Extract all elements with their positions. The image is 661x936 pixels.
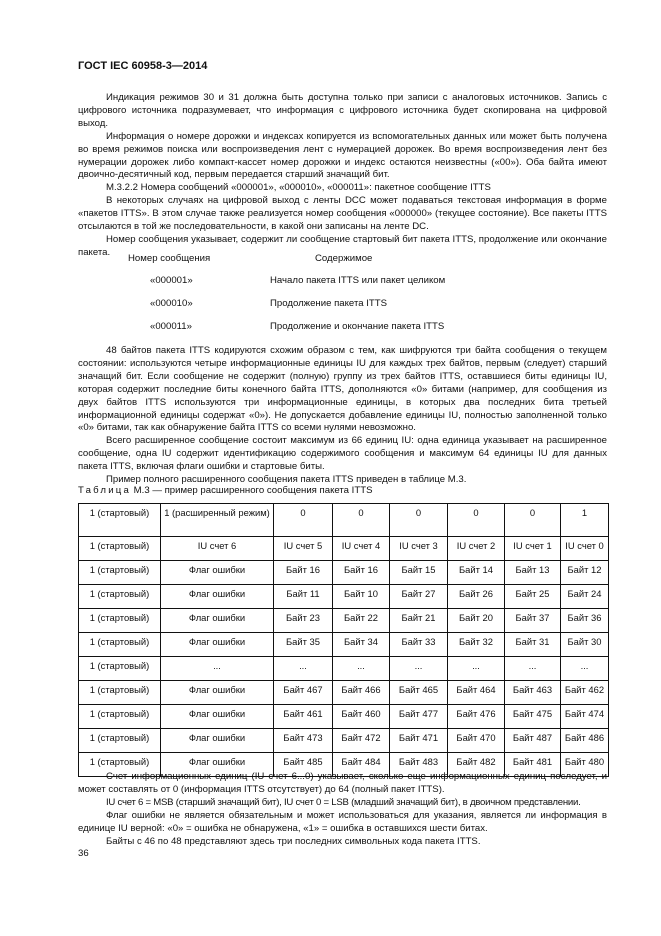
table-cell: Байт 482 <box>448 753 505 777</box>
table-cell: Байт 462 <box>561 681 609 705</box>
table-cell: Байт 465 <box>390 681 448 705</box>
itts-message-table <box>78 503 609 777</box>
table-cell: Байт 484 <box>333 753 390 777</box>
table-cell: 1 <box>561 504 609 537</box>
table-cell: IU счет 1 <box>505 537 561 561</box>
paragraph: Счет информационных единиц (IU счет 6...0) указывает, сколько еще информационных единиц последует, и может составлять от 0 (информация ITTS отсутствует) до 64 (полный пакет ITTS). <box>78 771 607 795</box>
table-cell: Байт 21 <box>390 609 448 633</box>
table-cell: Байт 464 <box>448 681 505 705</box>
table-cell: Байт 37 <box>505 609 561 633</box>
table-cell: Флаг ошибки <box>161 705 274 729</box>
table-cell: 0 <box>505 504 561 537</box>
table-row <box>79 537 609 561</box>
table-cell: Флаг ошибки <box>161 585 274 609</box>
table-row <box>79 585 609 609</box>
table-cell: Флаг ошибки <box>161 561 274 585</box>
list-item <box>78 275 607 288</box>
paragraph: Флаг ошибки не является обязательным и может использоваться для указания, является ли информация в единице IU верной: «0» = ошибка не обнаружена, «1» = ошибка в оставшихся шести битах. <box>78 809 607 834</box>
paragraph: Всего расширенное сообщение состоит максимум из 66 единиц IU: одна единица указывает на расширенное сообщение, одна IU содержит идентификацию содержимого сообщения и максимум 64 единицы IU для данных пакета ITTS, включая флаги ошибки и стартовые биты. <box>78 435 607 473</box>
table-cell: Байт 473 <box>274 729 333 753</box>
section-heading: М.3.2.2 Номера сообщений «000001», «000010», «000011»: пакетное сообщение ITTS <box>106 182 491 194</box>
table-cell: 0 <box>448 504 505 537</box>
table-row <box>79 657 609 681</box>
list-item <box>78 321 607 334</box>
table-cell: 0 <box>390 504 448 537</box>
list-item <box>78 298 607 311</box>
table-cell: 1 (стартовый) <box>79 753 161 777</box>
table-cell: Флаг ошибки <box>161 729 274 753</box>
table-cell: Байт 483 <box>390 753 448 777</box>
paragraph: Байты с 46 по 48 представляют здесь три последних символьных кода пакета ITTS. <box>106 835 481 847</box>
table-cell: Байт 467 <box>274 681 333 705</box>
table-cell: Байт 486 <box>561 729 609 753</box>
table-cell: Байт 34 <box>333 633 390 657</box>
column-header: Номер сообщения <box>128 253 211 264</box>
column-header: Содержимое <box>315 253 373 264</box>
paragraph: В некоторых случаях на цифровой выход с ленты DCC может подаваться текстовая информация в форме «пакетов ITTS». В этом случае также реализуется номер сообщения «000000» (текущее состояние). Все пакеты ITTS отсылаются в той же последовательности, в какой они записаны на ленте DC. <box>78 195 607 233</box>
paragraph: Пример полного расширенного сообщения пакета ITTS приведен в таблице М.3. <box>106 474 467 486</box>
table-cell: Байт 475 <box>505 705 561 729</box>
table-cell: Байт 14 <box>448 561 505 585</box>
table-cell: Байт 461 <box>274 705 333 729</box>
table-cell: Байт 460 <box>333 705 390 729</box>
table-cell: ... <box>274 657 333 681</box>
table-cell: 0 <box>333 504 390 537</box>
table-cell: 1 (стартовый) <box>79 609 161 633</box>
paragraph: Индикация режимов 30 и 31 должна быть доступна только при записи с аналоговых источников. Запись с цифрового источника подразумевает, что информация с цифрового источника будет скопирована на цифровой выход. <box>78 92 607 129</box>
table-cell: Байт 13 <box>505 561 561 585</box>
paragraph: Информация о номере дорожки и индексах копируется из вспомогательных данных или может быть получена во время режимов поиска или воспроизведения лент с нумерацией дорожек. Во время воспроизведения лент без нумерации дорожек либо компакт-кассет номер дорожки и индекс остаются неизвестны («00»). Оба байта имеют двоично-десятичный код, первым передается старший значащий бит. <box>78 130 607 181</box>
table-cell: IU счет 2 <box>448 537 505 561</box>
table-cell: 1 (стартовый) <box>79 729 161 753</box>
table-cell: Флаг ошибки <box>161 609 274 633</box>
table-cell: Байт 15 <box>390 561 448 585</box>
document-header: ГОСТ IEC 60958-3—2014 <box>78 60 208 72</box>
table-cell: Байт 26 <box>448 585 505 609</box>
caption-label: Таблица <box>78 485 132 496</box>
table-cell: Байт 35 <box>274 633 333 657</box>
message-number: «000010» <box>150 298 193 309</box>
table-cell: Байт 36 <box>561 609 609 633</box>
table-row <box>79 633 609 657</box>
table-cell: Байт 22 <box>333 609 390 633</box>
table-cell: Байт 33 <box>390 633 448 657</box>
table-cell: 1 (стартовый) <box>79 657 161 681</box>
table-cell: 1 (стартовый) <box>79 633 161 657</box>
table-cell: Байт 471 <box>390 729 448 753</box>
message-number: «000011» <box>150 321 192 332</box>
table-row <box>79 681 609 705</box>
table-cell: Байт 481 <box>505 753 561 777</box>
table-cell: 1 (стартовый) <box>79 561 161 585</box>
table-cell: Байт 16 <box>333 561 390 585</box>
table-cell: Байт 20 <box>448 609 505 633</box>
table-cell: 1 (стартовый) <box>79 537 161 561</box>
table-cell: Флаг ошибки <box>161 633 274 657</box>
table-cell: 1 (стартовый) <box>79 585 161 609</box>
message-content: Продолжение и окончание пакета ITTS <box>270 321 445 332</box>
table-cell: 1 (стартовый) <box>79 504 161 537</box>
table-cell: 0 <box>274 504 333 537</box>
message-content: Продолжение пакета ITTS <box>270 298 388 309</box>
table-row <box>79 504 609 537</box>
table-cell: Байт 31 <box>505 633 561 657</box>
table-cell: Байт 480 <box>561 753 609 777</box>
table-cell: IU счет 6 <box>161 537 274 561</box>
table-cell: Байт 25 <box>505 585 561 609</box>
paragraph: 48 байтов пакета ITTS кодируются схожим образом с тем, как шифруются три байта сообщения о текущем состоянии: используются четыре информационные единицы IU для каждых трех байтов, первым (следует) старший значащий бит. Если сообщение не содержит (полную) группу из трех байтов ITTS, оставшиеся биты единицы IU, которая содержит последние биты конечного байта ITTS, дополняются «0» битами (например, для сообщения из двух байтов ITTS используются три информационные единицы, в которых два последних бита третьей информационной единицы содержат «0»). Не допускается добавление единицы IU, полностью заполненной только «0» битами, так как обнаружение байта ITTS со всеми нулями невозможно. <box>78 345 607 434</box>
text-block-mid <box>78 345 607 487</box>
table-cell: ... <box>161 657 274 681</box>
table-cell: Байт 470 <box>448 729 505 753</box>
table-cell: Байт 27 <box>390 585 448 609</box>
table-cell: Байт 472 <box>333 729 390 753</box>
table-cell: IU счет 4 <box>333 537 390 561</box>
table-cell: ... <box>505 657 561 681</box>
table-cell: IU счет 0 <box>561 537 609 561</box>
table-cell: Байт 477 <box>390 705 448 729</box>
table-cell: Байт 466 <box>333 681 390 705</box>
table-cell: ... <box>561 657 609 681</box>
message-content: Начало пакета ITTS или пакет целиком <box>270 275 446 286</box>
text-block-bottom <box>78 771 607 848</box>
paragraph: Номер сообщения указывает, содержит ли сообщение стартовый бит пакета ITTS, продолжение или окончание пакета. <box>78 233 607 258</box>
table-cell: Байт 487 <box>505 729 561 753</box>
paragraph: IU счет 6 = MSB (старший значащий бит), IU счет 0 = LSB (младший значащий бит), в двоичном представлении. <box>106 796 581 808</box>
table-cell: ... <box>448 657 505 681</box>
table-cell: Флаг ошибки <box>161 753 274 777</box>
table-cell: Байт 32 <box>448 633 505 657</box>
table-row <box>79 609 609 633</box>
table-cell: Байт 30 <box>561 633 609 657</box>
table-cell: ... <box>333 657 390 681</box>
message-number: «000001» <box>150 275 193 286</box>
page-number: 36 <box>78 848 89 859</box>
table-cell: Байт 485 <box>274 753 333 777</box>
table-cell: 1 (расширенный режим) <box>161 504 274 537</box>
table-cell: Байт 24 <box>561 585 609 609</box>
table-cell: Байт 476 <box>448 705 505 729</box>
table-cell: Флаг ошибки <box>161 681 274 705</box>
table-cell: Байт 463 <box>505 681 561 705</box>
table-cell: IU счет 5 <box>274 537 333 561</box>
table-row <box>79 729 609 753</box>
table-cell: 1 (стартовый) <box>79 705 161 729</box>
caption-text: М.3 — пример расширенного сообщения пакета ITTS <box>131 485 373 496</box>
table-cell: IU счет 3 <box>390 537 448 561</box>
table-cell: Байт 10 <box>333 585 390 609</box>
table-cell: Байт 23 <box>274 609 333 633</box>
table-cell: Байт 11 <box>274 585 333 609</box>
table-caption <box>78 485 372 496</box>
table-cell: Байт 474 <box>561 705 609 729</box>
table-cell: ... <box>390 657 448 681</box>
table-cell: 1 (стартовый) <box>79 681 161 705</box>
table-row <box>79 561 609 585</box>
text-block-top <box>78 92 607 260</box>
message-list-header <box>78 253 607 266</box>
table-row <box>79 705 609 729</box>
table-cell: Байт 12 <box>561 561 609 585</box>
table-cell: Байт 16 <box>274 561 333 585</box>
